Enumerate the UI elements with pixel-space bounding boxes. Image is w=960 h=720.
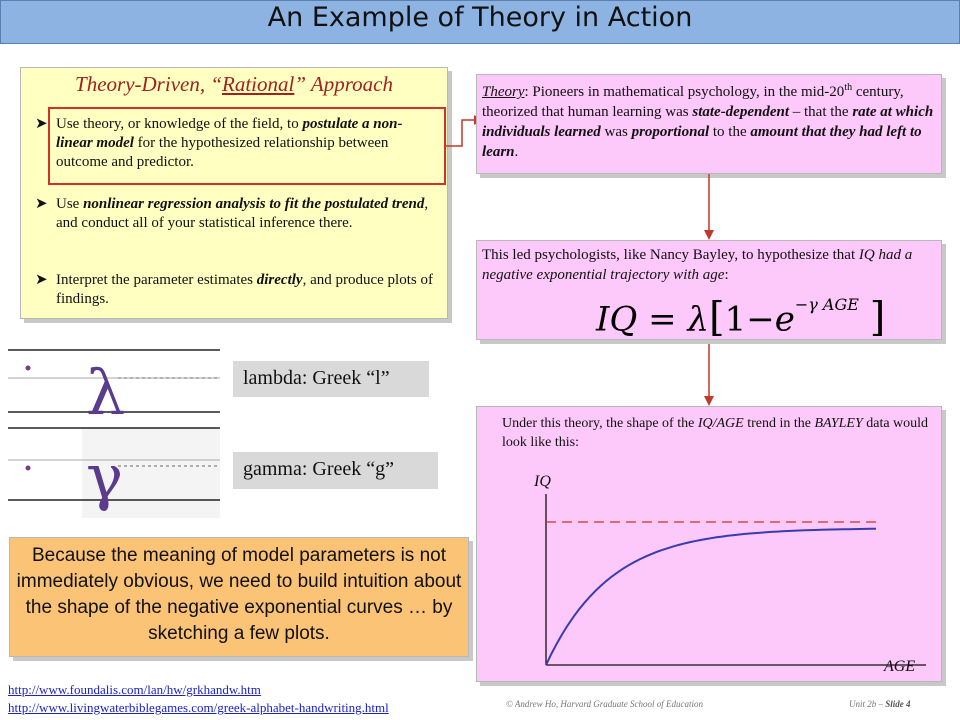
footer-credit: © Andrew Ho, Harvard Graduate School of Education: [506, 699, 703, 709]
reference-link-2[interactable]: http://www.livingwaterbiblegames.com/greek-alphabet-handwriting.html: [8, 700, 389, 715]
highlight-outline: [35, 107, 446, 185]
approach-heading: Theory-Driven, “Rational” Approach: [75, 72, 393, 96]
footer-slide-number: Unit 2b – Slide 4: [849, 699, 911, 709]
arrow-bullet-icon: ➤: [35, 196, 48, 212]
down-arrow-2: [701, 340, 717, 406]
approach-bullet-3: ➤ Interpret the parameter estimates directly, and produce plots of findings.: [35, 272, 433, 307]
y-axis-label: IQ: [534, 473, 551, 490]
gamma-label: gamma: Greek “g”: [233, 452, 438, 489]
reference-link-1[interactable]: http://www.foundalis.com/lan/hw/grkhandw.htm: [8, 682, 261, 697]
slide-title: An Example of Theory in Action: [267, 2, 693, 33]
greek-handwriting-image: [8, 342, 220, 518]
exponential-curve: [546, 529, 876, 665]
iq-formula: IQ = $\lambda[1-e^{-\gamma AGE}$ ]: [596, 294, 886, 341]
trend-sketch: [476, 460, 942, 680]
arrow-bullet-icon: ➤: [35, 116, 48, 132]
trend-text: Under this theory, the shape of the IQ/AGE trend in the BAYLEY data would look like this:: [502, 416, 929, 450]
x-axis-label: AGE: [884, 658, 916, 675]
lambda-glyph: λ: [86, 356, 126, 429]
gamma-glyph: γ: [86, 440, 124, 513]
lambda-label: lambda: Greek “l”: [233, 361, 429, 397]
note-text: Because the meaning of model parameters is not immediately obvious, we need to build intuition about the shape of the negative exponential curves … by sketching a few plots.: [16, 545, 462, 644]
down-arrow-1: [701, 174, 717, 240]
approach-bullet-1: ➤ Use theory, or knowledge of the field, to postulate a non-linear model for the hypothesized relationship between outcome and predictor.: [35, 116, 403, 170]
hypothesis-text: This led psychologists, like Nancy Bayley, to hypothesize that IQ had a negative exponential trajectory with age:: [482, 247, 913, 283]
arrow-bullet-icon: ➤: [35, 272, 48, 288]
theory-text: Theory: Pioneers in mathematical psychology, in the mid-20th century, theorized that human learning was state-dependent – that the rate at which individuals learned was proportional to the amount that they had left to learn.: [482, 82, 934, 160]
approach-bullet-2: ➤ Use nonlinear regression analysis to fit the postulated trend, and conduct all of your statistical inference there.: [35, 196, 429, 231]
